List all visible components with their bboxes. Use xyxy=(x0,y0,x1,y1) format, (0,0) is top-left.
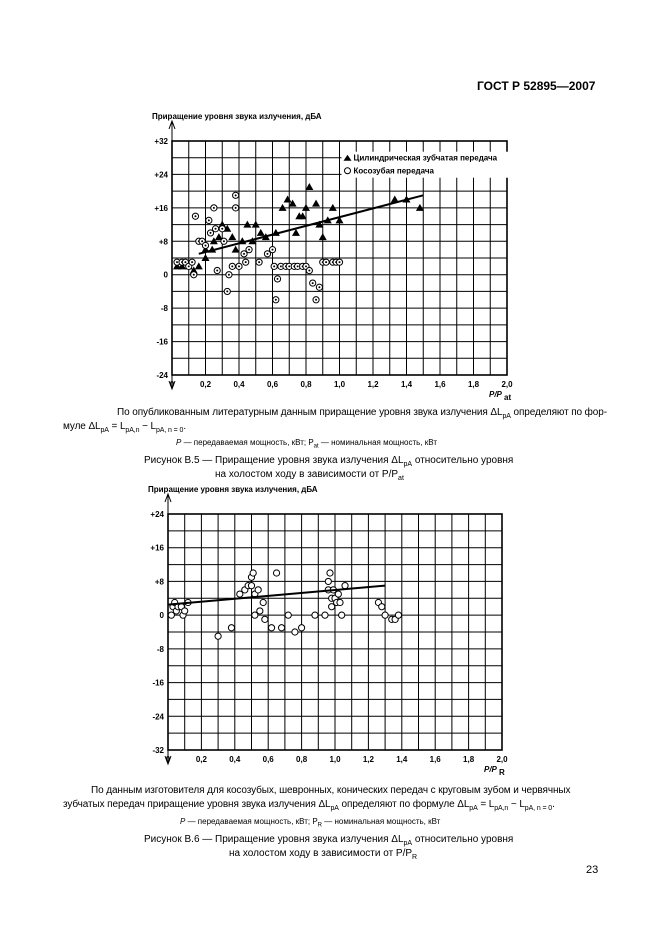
data-point-triangle xyxy=(195,262,203,269)
data-point-circle-dot xyxy=(243,253,245,255)
legend-entry-cylindrical: Цилиндрическая зубчатая передача xyxy=(353,153,498,163)
y-axis-label: Приращение уровня звука излучения, дБА xyxy=(152,112,322,121)
data-point-circle-dot xyxy=(258,261,260,263)
data-point-circle-dot xyxy=(266,253,268,255)
data-point-circle-dot xyxy=(201,240,203,242)
data-point-circle-dot xyxy=(275,299,277,301)
y-tick-label: -24 xyxy=(152,712,164,722)
data-point-circle-dot xyxy=(273,265,275,267)
data-point-circle-dot xyxy=(325,261,327,263)
x-tick-label: 1,6 xyxy=(434,380,446,389)
data-point-circle xyxy=(339,612,345,618)
x-tick-label: 0,2 xyxy=(199,380,212,389)
x-tick-label: 0 xyxy=(165,755,171,764)
data-point-circle xyxy=(260,599,266,605)
x-axis-label-sub: at xyxy=(504,393,512,402)
x-tick-label: 1,4 xyxy=(396,755,408,764)
x-tick-label: 0,8 xyxy=(300,380,312,389)
fig6-caption-line1: Рисунок В.6 — Приращение уровня звука излучения $\Delta L_{pA}$ относительно уровня xyxy=(144,834,514,847)
data-point-circle-dot xyxy=(231,265,233,267)
y-tick-label: -8 xyxy=(160,304,168,314)
data-point-circle xyxy=(273,570,279,576)
data-point-circle-dot xyxy=(228,274,230,276)
data-point-circle xyxy=(395,612,401,618)
data-point-triangle xyxy=(284,196,292,203)
y-tick-label: -24 xyxy=(156,371,168,380)
fig5-paragraph-line1: По опубликованным литературным данным приращение уровня звука излучения $\Delta L_{pA}$ определяют по фор- xyxy=(117,407,607,420)
data-point-circle-dot xyxy=(194,215,196,217)
data-point-circle xyxy=(292,629,298,635)
data-point-circle xyxy=(335,591,341,597)
data-point-circle-dot xyxy=(226,290,228,292)
data-point-circle xyxy=(322,612,328,618)
y-tick-label: -8 xyxy=(156,644,164,654)
chart-figure-6 xyxy=(0,480,661,780)
data-point-circle xyxy=(255,587,261,593)
x-tick-label: 0,6 xyxy=(266,380,279,389)
data-point-circle xyxy=(285,612,291,618)
data-point-circle-dot xyxy=(210,232,212,234)
y-tick-label: -16 xyxy=(156,337,168,347)
data-point-triangle xyxy=(305,183,313,190)
data-point-circle-dot xyxy=(312,282,314,284)
data-point-triangle xyxy=(257,229,265,236)
fig6-caption-line2: на холостом ходу в зависимости от $P/P_R$ xyxy=(229,848,418,861)
data-point-circle-dot xyxy=(235,194,237,196)
y-tick-label: +16 xyxy=(154,203,168,213)
data-point-circle xyxy=(312,612,318,618)
data-point-circle xyxy=(327,570,333,576)
data-point-circle xyxy=(278,625,284,631)
x-tick-label: 2,0 xyxy=(501,380,513,389)
data-point-circle-dot xyxy=(297,265,299,267)
data-point-triangle xyxy=(232,246,240,253)
data-point-circle-dot xyxy=(191,261,193,263)
data-point-circle-dot xyxy=(188,265,190,267)
y-tick-label: 0 xyxy=(159,611,164,621)
y-tick-label: +24 xyxy=(150,510,164,519)
data-point-circle xyxy=(262,616,268,622)
data-point-circle-dot xyxy=(223,240,225,242)
data-point-circle-dot xyxy=(305,265,307,267)
legend-entry-helical: Косозубая передача xyxy=(353,166,434,176)
data-point-circle-dot xyxy=(277,278,279,280)
x-tick-label: 0,8 xyxy=(296,755,308,764)
y-tick-label: +32 xyxy=(154,137,168,146)
data-point-circle-dot xyxy=(208,219,210,221)
fig5-paragraph-line2: муле $\Delta L_{pA} = L_{pA,n} - L_{pA, n = 0}$. xyxy=(63,421,186,434)
data-point-circle xyxy=(379,604,385,610)
data-point-circle xyxy=(342,583,348,589)
data-point-circle xyxy=(248,583,254,589)
x-tick-label: 1,2 xyxy=(367,380,379,389)
x-axis-label-sub: R xyxy=(499,768,505,777)
data-point-circle-dot xyxy=(272,249,274,251)
y-tick-label: +8 xyxy=(158,237,168,247)
y-tick-label: +8 xyxy=(154,577,164,587)
x-tick-label: 0,2 xyxy=(195,755,207,764)
fig5-symbols-legend: P — передаваемая мощность, кВт; $P_{at}$ — номинальная мощность, кВт xyxy=(176,438,438,450)
data-point-circle xyxy=(337,599,343,605)
fig6-symbols-legend: P — передаваемая мощность, кВт; $P_R$ — номинальная мощность, кВт xyxy=(180,817,441,829)
x-tick-label: 0,4 xyxy=(233,380,245,389)
data-point-circle-dot xyxy=(216,270,218,272)
data-point-circle-dot xyxy=(318,286,320,288)
data-point-circle xyxy=(268,625,274,631)
x-tick-label: 1,8 xyxy=(463,755,475,764)
data-point-circle-dot xyxy=(245,261,247,263)
data-point-triangle xyxy=(319,233,327,240)
data-point-triangle xyxy=(228,233,236,240)
data-point-circle xyxy=(215,633,221,639)
data-point-circle xyxy=(257,608,263,614)
y-axis-label: Приращение уровня звука излучения, дБА xyxy=(148,485,318,494)
y-tick-label: +24 xyxy=(154,170,168,180)
data-point-circle-dot xyxy=(213,207,215,209)
data-point-circle-dot xyxy=(238,265,240,267)
data-point-circle-dot xyxy=(221,228,223,230)
y-tick-label: -16 xyxy=(152,678,164,688)
legend-circle-marker xyxy=(345,168,351,174)
x-tick-label: 1,0 xyxy=(329,755,341,764)
data-point-circle xyxy=(182,608,188,614)
data-point-circle xyxy=(299,625,305,631)
data-point-circle-dot xyxy=(215,228,217,230)
data-point-circle xyxy=(325,578,331,584)
data-point-circle-dot xyxy=(193,274,195,276)
x-tick-label: 0,6 xyxy=(262,755,274,764)
data-point-circle-dot xyxy=(288,265,290,267)
x-tick-label: 2,0 xyxy=(496,755,508,764)
data-point-circle-dot xyxy=(308,270,310,272)
data-point-circle xyxy=(228,625,234,631)
x-tick-label: 1,0 xyxy=(333,380,346,389)
fig6-paragraph-line2: зубчатых передач приращение уровня звука излучения $\Delta L_{pA}$ определяют по формуле $\Delta L_{pA} = L_{pA,n} - L_{pA, n = 0}$. xyxy=(63,799,555,812)
data-point-circle-dot xyxy=(248,249,250,251)
fig5-caption-line2: на холостом ходу в зависимости от $P/P_{at}$ xyxy=(215,469,404,482)
data-point-circle xyxy=(382,612,388,618)
x-tick-label: 1,2 xyxy=(362,755,374,764)
data-point-circle-dot xyxy=(235,207,237,209)
data-point-circle xyxy=(250,570,256,576)
data-point-circle-dot xyxy=(184,261,186,263)
fig6-paragraph-line1: По данным изготовителя для косозубых, шевронных, конических передач с круговым зубом и червячных xyxy=(91,785,571,796)
data-point-circle-dot xyxy=(339,261,341,263)
data-point-triangle xyxy=(312,200,320,207)
x-axis-label: P/P xyxy=(489,390,502,399)
data-point-circle-dot xyxy=(205,244,207,246)
data-point-circle-dot xyxy=(315,299,317,301)
data-point-circle-dot xyxy=(280,265,282,267)
x-tick-label: 1,4 xyxy=(400,380,413,389)
x-tick-label: 1,8 xyxy=(467,380,480,389)
trend-line xyxy=(168,586,385,605)
y-tick-label: +16 xyxy=(150,543,164,553)
x-tick-label: 0,4 xyxy=(229,755,241,764)
x-tick-label: 0 xyxy=(169,380,175,389)
standard-code: ГОСТ Р 52895—2007 xyxy=(477,79,596,93)
y-tick-label: 0 xyxy=(163,270,168,280)
y-tick-label: -32 xyxy=(152,746,164,755)
x-tick-label: 1,6 xyxy=(429,755,441,764)
fig5-caption-line1: Рисунок В.5 — Приращение уровня звука излучения $\Delta L_{pA}$ относительно уровня xyxy=(144,455,514,468)
x-axis-label: P/P xyxy=(484,765,497,774)
data-point-circle-dot xyxy=(176,261,178,263)
page-number: 23 xyxy=(586,864,599,876)
